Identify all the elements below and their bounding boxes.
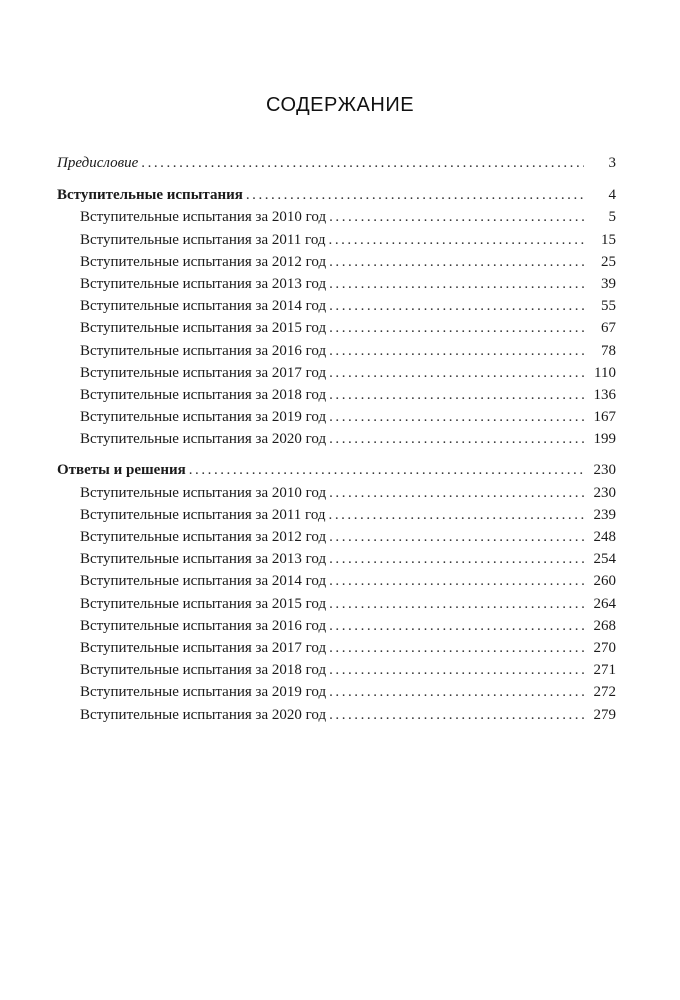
toc-entry[interactable] bbox=[57, 548, 616, 570]
dot-leader bbox=[329, 637, 584, 659]
toc-entry[interactable] bbox=[57, 526, 616, 548]
toc-entry-label: Вступительные испытания за 2018 год bbox=[80, 662, 327, 679]
dot-leader bbox=[141, 152, 584, 174]
toc-page-number: 78 bbox=[601, 342, 616, 359]
dot-leader bbox=[329, 570, 584, 592]
dot-leader bbox=[246, 184, 584, 206]
dot-leader bbox=[329, 593, 584, 615]
dot-leader bbox=[329, 615, 584, 637]
dot-leader bbox=[329, 704, 584, 726]
section-spacer bbox=[57, 450, 616, 459]
toc-entry[interactable] bbox=[57, 504, 616, 526]
toc-page-number: 270 bbox=[593, 639, 616, 656]
toc-entry[interactable] bbox=[57, 637, 616, 659]
toc-section-heading[interactable] bbox=[57, 184, 616, 206]
toc-entry[interactable] bbox=[57, 659, 616, 681]
toc-entry-label: Вступительные испытания за 2010 год bbox=[80, 484, 327, 501]
toc-page-number: 271 bbox=[593, 662, 616, 679]
toc-entry-label: Вступительные испытания за 2015 год bbox=[80, 595, 327, 612]
toc-page-number: 268 bbox=[593, 617, 616, 634]
toc-entry-label: Вступительные испытания за 2013 год bbox=[80, 275, 327, 292]
toc-entry[interactable] bbox=[57, 482, 616, 504]
dot-leader bbox=[329, 526, 584, 548]
toc-entry-label: Вступительные испытания за 2017 год bbox=[80, 364, 327, 381]
toc-entry[interactable] bbox=[57, 681, 616, 703]
toc-entry[interactable] bbox=[57, 593, 616, 615]
toc-entry[interactable] bbox=[57, 273, 616, 295]
toc-entry-label: Вступительные испытания за 2016 год bbox=[80, 617, 327, 634]
toc-page-number: 248 bbox=[593, 529, 616, 545]
toc-page-number: 260 bbox=[593, 573, 616, 590]
toc-entry-label: Вступительные испытания за 2012 год bbox=[80, 253, 327, 270]
toc-entry[interactable] bbox=[57, 428, 616, 450]
toc-page-number: 264 bbox=[593, 595, 616, 612]
toc-entry-label: Вступительные испытания за 2017 год bbox=[80, 639, 327, 656]
toc-entry[interactable] bbox=[57, 317, 616, 339]
dot-leader bbox=[329, 340, 584, 362]
dot-leader bbox=[329, 229, 584, 251]
dot-leader bbox=[329, 362, 584, 384]
toc-page-number: 239 bbox=[593, 506, 616, 523]
section-spacer bbox=[57, 174, 616, 184]
toc-entry-label: Вступительные испытания за 2020 год bbox=[80, 431, 327, 448]
dot-leader bbox=[329, 406, 584, 428]
toc-entry[interactable] bbox=[57, 704, 616, 726]
toc-entry[interactable] bbox=[57, 615, 616, 637]
dot-leader bbox=[329, 384, 584, 406]
toc-entry-label: Вступительные испытания за 2011 год bbox=[80, 506, 326, 523]
dot-leader bbox=[329, 295, 584, 317]
toc-entry[interactable] bbox=[57, 384, 616, 406]
toc-entry-preface[interactable] bbox=[57, 152, 616, 174]
toc-entry[interactable] bbox=[57, 570, 616, 592]
page-title: СОДЕРЖАНИЕ bbox=[265, 94, 415, 116]
toc-page-number: 136 bbox=[593, 386, 616, 403]
toc-page-number: 67 bbox=[601, 320, 616, 337]
dot-leader bbox=[329, 548, 584, 570]
toc-entry-label: Вступительные испытания за 2011 год bbox=[80, 231, 326, 248]
toc-page-number: 55 bbox=[601, 298, 616, 315]
toc-entry-label: Вступительные испытания за 2019 год bbox=[80, 409, 327, 426]
table-of-contents bbox=[57, 152, 616, 726]
toc-page-number: 279 bbox=[593, 706, 616, 723]
toc-entry[interactable] bbox=[57, 362, 616, 384]
toc-entry-label: Вступительные испытания за 2018 год bbox=[80, 386, 327, 403]
toc-page-number: 272 bbox=[593, 684, 616, 701]
toc-entry[interactable] bbox=[57, 295, 616, 317]
toc-page-number: 5 bbox=[608, 209, 616, 226]
toc-page-number: 230 bbox=[593, 462, 616, 479]
toc-entry-label: Вступительные испытания за 2013 год bbox=[80, 551, 327, 568]
toc-entry[interactable] bbox=[57, 406, 616, 428]
dot-leader bbox=[329, 273, 584, 295]
toc-page-number: 254 bbox=[593, 551, 616, 568]
toc-entry-label: Вступительные испытания за 2015 год bbox=[80, 320, 327, 337]
toc-page-number: 110 bbox=[594, 364, 616, 381]
toc-entry[interactable] bbox=[57, 229, 616, 251]
dot-leader bbox=[329, 251, 584, 273]
toc-entry-label: Вступительные испытания за 2014 год bbox=[80, 573, 327, 590]
toc-page-number: 3 bbox=[608, 155, 616, 171]
toc-page-number: 15 bbox=[601, 231, 616, 248]
toc-page-number: 4 bbox=[608, 187, 616, 204]
dot-leader bbox=[329, 681, 584, 703]
dot-leader bbox=[329, 504, 584, 526]
toc-entry-label: Вступительные испытания за 2016 год bbox=[80, 342, 327, 359]
toc-section-label: Ответы и решения bbox=[57, 462, 186, 479]
toc-entry[interactable] bbox=[57, 206, 616, 228]
toc-page-number: 230 bbox=[593, 484, 616, 501]
dot-leader bbox=[189, 459, 584, 481]
dot-leader bbox=[329, 428, 584, 450]
dot-leader bbox=[329, 482, 584, 504]
toc-entry[interactable] bbox=[57, 251, 616, 273]
toc-entry-label: Вступительные испытания за 2019 год bbox=[80, 684, 327, 701]
toc-page-number: 167 bbox=[593, 409, 616, 426]
toc-entry-label: Вступительные испытания за 2014 год bbox=[80, 298, 327, 315]
toc-entry[interactable] bbox=[57, 340, 616, 362]
toc-entry-label: Вступительные испытания за 2010 год bbox=[80, 209, 327, 226]
toc-entry-label: Предисловие bbox=[57, 155, 139, 171]
toc-page-number: 25 bbox=[601, 253, 616, 270]
toc-page-number: 199 bbox=[593, 431, 616, 448]
toc-section-label: Вступительные испытания bbox=[57, 187, 243, 204]
dot-leader bbox=[329, 659, 584, 681]
toc-section-heading[interactable] bbox=[57, 459, 616, 481]
toc-entry-label: Вступительные испытания за 2020 год bbox=[80, 706, 327, 723]
dot-leader bbox=[329, 206, 584, 228]
dot-leader bbox=[329, 317, 584, 339]
toc-page-number: 39 bbox=[601, 275, 616, 292]
toc-entry-label: Вступительные испытания за 2012 год bbox=[80, 529, 327, 545]
